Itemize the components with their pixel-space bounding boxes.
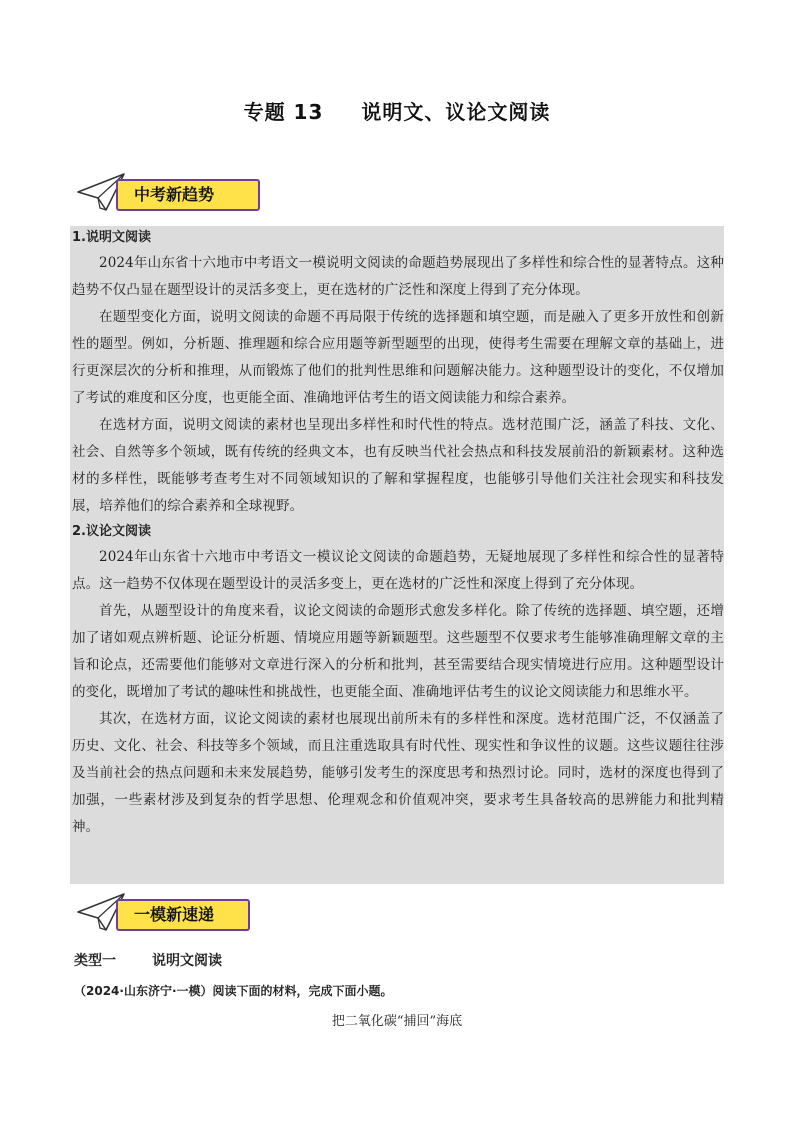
title-prefix: 专题 13 xyxy=(243,100,324,124)
section1-paragraph-3: 在选材方面，说明文阅读的素材也呈现出多样性和时代性的特点。选材范围广泛，涵盖了科技、文化、社会、自然等多个领域，既有传统的经典文本，也有反映当代社会热点和科技发展前沿的新颖素材。这种选材的多样性，既能够考查考生对不同领域知识的了解和掌握程度，也能够引导他们关注社会现实和科技发展，培养他们的综合素养和全球视野。 xyxy=(72,417,724,514)
type-heading xyxy=(74,950,222,970)
banner-mock xyxy=(76,890,266,938)
section2-paragraph-2: 首先，从题型设计的角度来看，议论文阅读的命题形式愈发多样化。除了传统的选择题、填空题，还增加了诸如观点辨析题、论证分析题、情境应用题等新颖题型。这些题型不仅要求考生能够准确理解文章的主旨和论点，还需要他们能够对文章进行深入的分析和批判，甚至需要结合现实情境进行应用。这种题型设计的变化，既增加了考试的趣味性和挑战性，也更能全面、准确地评估考生的议论文阅读能力和思维水平。 xyxy=(72,603,724,700)
section1-paragraph-2: 在题型变化方面，说明文阅读的命题不再局限于传统的选择题和填空题，而是融入了更多开放性和创新性的题型。例如，分析题、推理题和综合应用题等新型题型的出现，使得考生需要在理解文章的基础上，进行更深层次的分析和推理，从而锻炼了他们的批判性思维和问题解决能力。这种题型设计的变化，不仅增加了考试的难度和区分度，也更能全面、准确地评估考生的语文阅读能力和综合素养。 xyxy=(72,309,724,406)
banner-trends-label: 中考新趋势 xyxy=(116,179,260,211)
section2-paragraph-1: 2024年山东省十六地市中考语文一模议论文阅读的命题趋势，无疑地展现了多样性和综合性的显著特点。这一趋势不仅体现在题型设计的灵活多变上，更在选材的广泛性和深度上得到了充分体现。 xyxy=(72,549,724,592)
trends-content xyxy=(72,226,724,841)
article-title: 把二氧化碳“捕回”海底 xyxy=(331,1014,463,1029)
section2-paragraph-3: 其次，在选材方面，议论文阅读的素材也展现出前所未有的多样性和深度。选材范围广泛，不仅涵盖了历史、文化、社会、科技等多个领域，而且注重选取具有时代性、现实性和争议性的议题。这些议题往往涉及当前社会的热点问题和未来发展趋势，能够引发考生的深度思考和热烈讨论。同时，选材的深度也得到了加强，一些素材涉及到复杂的哲学思想、伦理观念和价值观冲突，要求考生具备较高的思辨能力和批判精神。 xyxy=(72,711,724,835)
type-label: 类型一 xyxy=(74,953,116,969)
banner-mock-label: 一模新速递 xyxy=(116,899,250,931)
question-source: （2024·山东济宁·一模）阅读下面的材料，完成下面小题。 xyxy=(74,984,393,998)
page-title xyxy=(0,96,794,125)
type-name: 说明文阅读 xyxy=(152,953,222,969)
section1-heading: 1.说明文阅读 xyxy=(72,230,151,245)
title-main: 说明文、议论文阅读 xyxy=(361,100,551,124)
banner-trends xyxy=(76,170,266,218)
section2-heading: 2.议论文阅读 xyxy=(72,524,151,539)
section1-paragraph-1: 2024年山东省十六地市中考语文一模说明文阅读的命题趋势展现出了多样性和综合性的显著特点。这种趋势不仅凸显在题型设计的灵活多变上，更在选材的广泛性和深度上得到了充分体现。 xyxy=(72,255,724,298)
